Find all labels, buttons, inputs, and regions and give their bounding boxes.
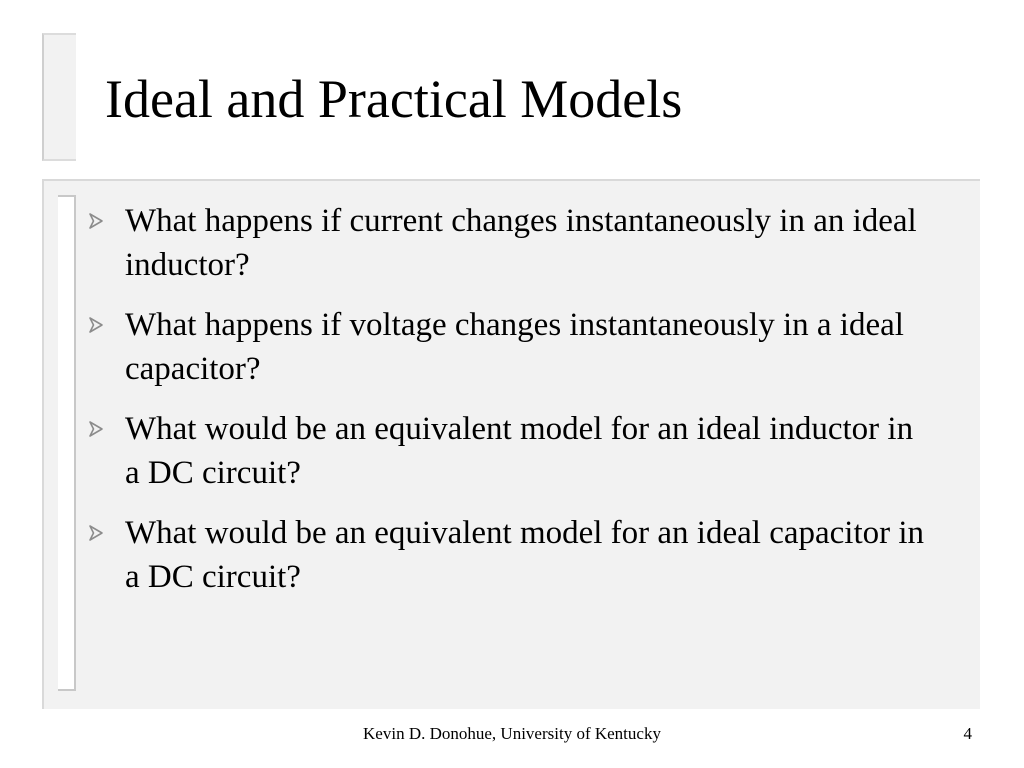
bullet-text: What would be an equivalent model for an ideal inductor in a DC circuit? — [125, 411, 914, 491]
page-number: 4 — [963, 724, 972, 743]
bullet-item — [88, 303, 928, 391]
content-accent-rule — [58, 195, 76, 691]
bullet-item — [88, 407, 928, 495]
bullet-item — [88, 199, 928, 287]
bullet-text: What happens if voltage changes instantaneously in a ideal capacitor? — [125, 307, 904, 387]
arrowhead-bullet-icon — [88, 316, 104, 334]
bullet-item — [88, 511, 928, 599]
bullet-text: What would be an equivalent model for an ideal capacitor in a DC circuit? — [125, 515, 925, 595]
arrowhead-bullet-icon — [88, 420, 104, 438]
arrowhead-bullet-icon — [88, 524, 104, 542]
arrowhead-bullet-icon — [88, 212, 104, 230]
footer-credit: Kevin D. Donohue, University of Kentucky — [363, 724, 661, 743]
title-accent-bracket — [42, 33, 76, 161]
bullet-text: What happens if current changes instantaneously in an ideal inductor? — [125, 203, 917, 283]
bullet-list — [88, 199, 928, 615]
slide-title: Ideal and Practical Models — [105, 69, 683, 129]
